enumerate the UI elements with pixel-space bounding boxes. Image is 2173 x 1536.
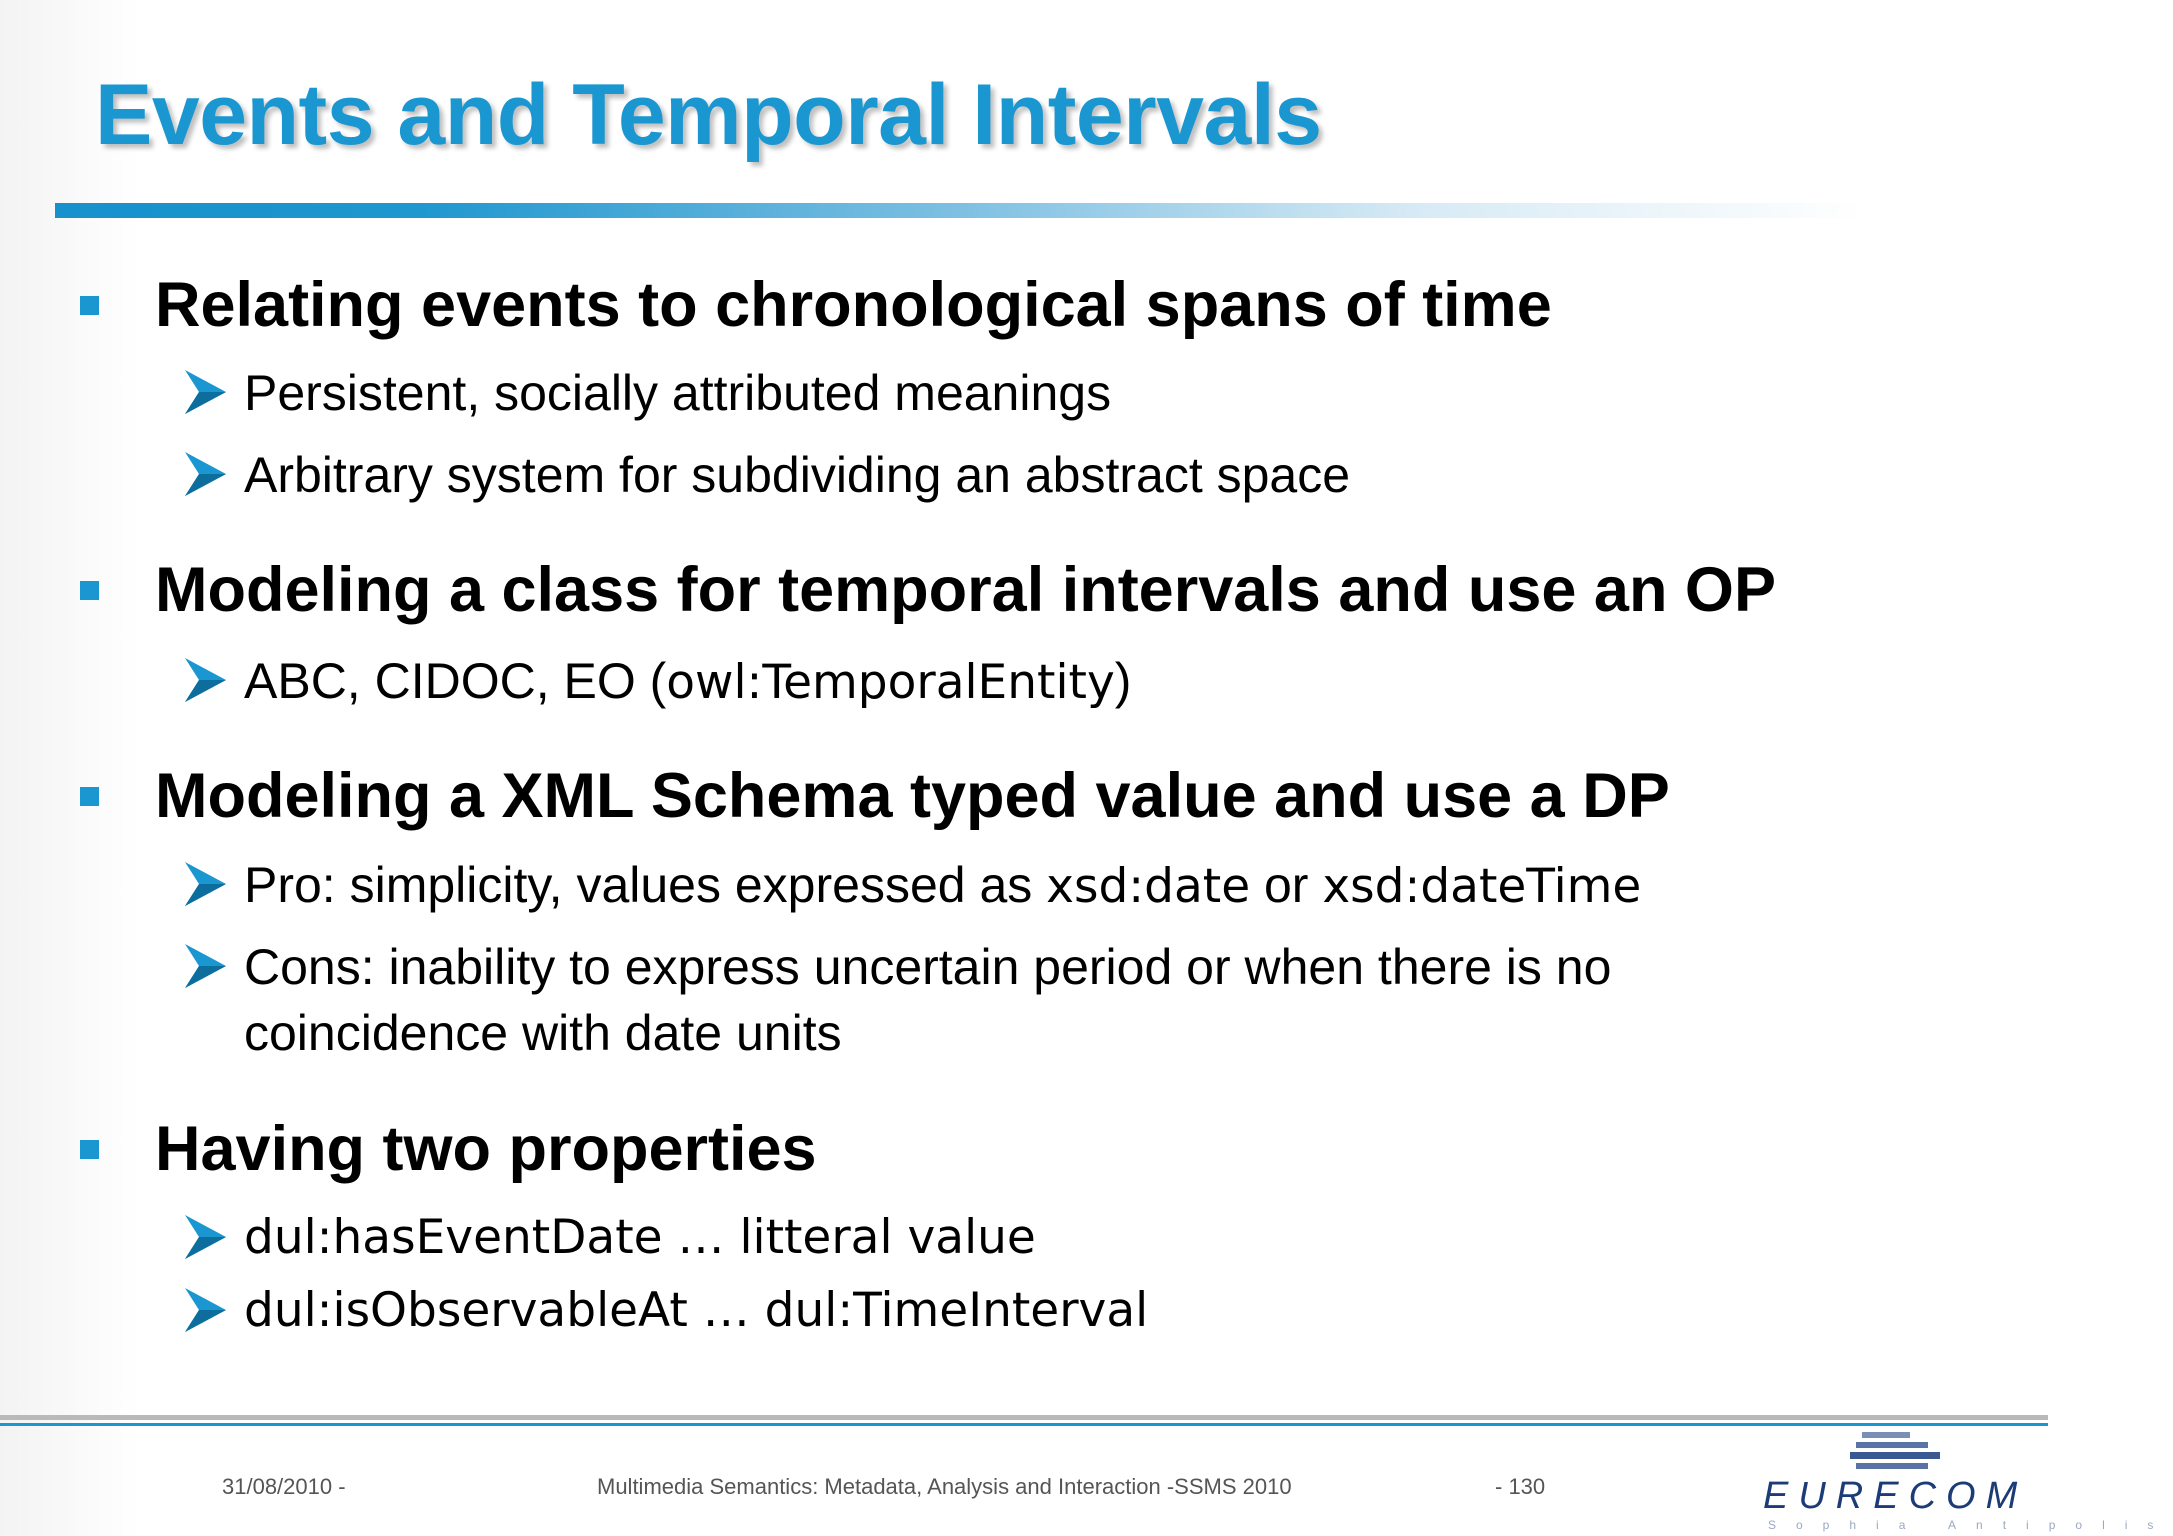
footer-page-number: - 130 bbox=[1495, 1474, 1546, 1499]
datatype-name: xsd:date bbox=[1046, 859, 1251, 914]
list-item bbox=[244, 852, 1641, 920]
footer-date: 31/08/2010 - bbox=[222, 1474, 346, 1499]
list-item-text: ) bbox=[1114, 653, 1132, 709]
section-heading-text: Having two properties bbox=[155, 1114, 817, 1184]
list-item-text: dul:isObservableAt … dul:TimeInterval bbox=[244, 1283, 1149, 1338]
section-heading bbox=[155, 555, 1776, 625]
list-item bbox=[244, 1278, 1148, 1344]
list-item-text: dul:hasEventDate … litteral value bbox=[244, 1210, 1036, 1265]
title-underline bbox=[55, 203, 1865, 218]
square-bullet-icon bbox=[80, 581, 99, 600]
list-item-text: Persistent, socially attributed meanings bbox=[244, 365, 1112, 421]
square-bullet-icon bbox=[80, 296, 99, 315]
arrow-bullet-icon bbox=[182, 448, 228, 500]
section-heading bbox=[155, 270, 1552, 340]
footer-divider bbox=[0, 1415, 2048, 1420]
list-item-line: Cons: inability to express uncertain period or when there is no bbox=[244, 939, 1612, 995]
logo-tagline: Sophia Antipolis bbox=[1768, 1518, 2173, 1532]
arrow-bullet-icon bbox=[182, 654, 228, 706]
list-item-text: Arbitrary system for subdividing an abstract space bbox=[244, 447, 1351, 503]
arrow-bullet-icon bbox=[182, 940, 228, 992]
datatype-name: xsd:dateTime bbox=[1322, 859, 1642, 914]
arrow-bullet-icon bbox=[182, 858, 228, 910]
list-item-text: Pro: simplicity, values expressed as bbox=[244, 857, 1047, 913]
square-bullet-icon bbox=[80, 1140, 99, 1159]
section-heading-text: Modeling a class for temporal intervals and use an OP bbox=[155, 555, 1776, 625]
list-item bbox=[244, 648, 1131, 716]
slide-title: Events and Temporal Intervals bbox=[95, 67, 1322, 163]
list-item-text: ABC, CIDOC, EO ( bbox=[244, 653, 667, 709]
arrow-bullet-icon bbox=[182, 366, 228, 418]
list-item bbox=[244, 442, 1350, 508]
list-item bbox=[244, 934, 1611, 1066]
square-bullet-icon bbox=[80, 787, 99, 806]
section-heading bbox=[155, 761, 1670, 831]
list-item-text: or bbox=[1250, 857, 1323, 913]
section-heading-text: Relating events to chronological spans of time bbox=[155, 270, 1552, 340]
class-name: owl:TemporalEntity bbox=[666, 655, 1115, 710]
list-item bbox=[244, 360, 1111, 426]
footer-event: Multimedia Semantics: Metadata, Analysis and Interaction -SSMS 2010 bbox=[597, 1474, 1292, 1499]
arrow-bullet-icon bbox=[182, 1284, 228, 1336]
section-heading bbox=[155, 1114, 817, 1184]
footer-accent-line bbox=[0, 1423, 2048, 1426]
arrow-bullet-icon bbox=[182, 1211, 228, 1263]
list-item bbox=[244, 1205, 1036, 1271]
logo-wordmark: EURECOM bbox=[1763, 1475, 2028, 1517]
section-heading-text: Modeling a XML Schema typed value and use a DP bbox=[155, 761, 1670, 831]
list-item-line: coincidence with date units bbox=[244, 1005, 842, 1061]
